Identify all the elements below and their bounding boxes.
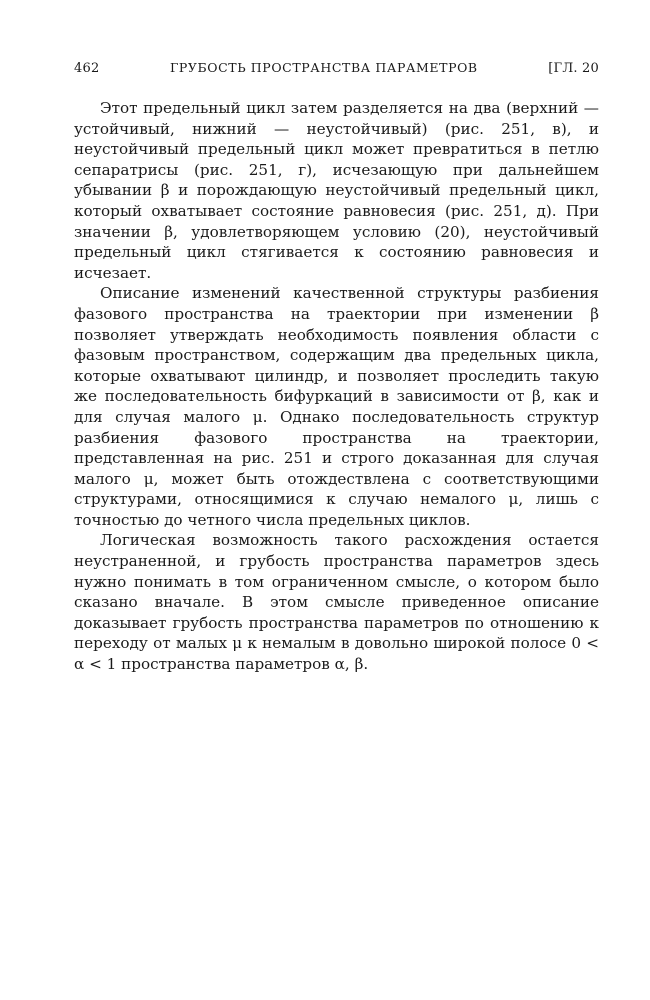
book-page (74, 60, 599, 675)
paragraph-2: Описание изменений качественной структуры разбиения фазового пространства на траектории при изменении β позволяет утверждать необходимость появления области с фазовым пространством, содержащим два предельных цикла, которые охватывают цилиндр, и позволяет проследить такую же последовательность бифуркаций в зависимости от β, как и для случая малого μ. Однако последовательность структур разбиения фазового пространства на траектории, представленная на рис. 251 и строго доказанная для случая малого μ, может быть отождествлена с соответствующими структурами, относящимися к случаю немалого μ, лишь с точностью до четного числа предельных циклов. (74, 284, 599, 529)
chapter-marker: [ГЛ. 20 (548, 61, 599, 76)
running-head (74, 60, 599, 76)
page-number: 462 (74, 61, 100, 76)
body-text (74, 98, 599, 675)
running-title: ГРУБОСТЬ ПРОСТРАНСТВА ПАРАМЕТРОВ (169, 60, 478, 75)
paragraph-1: Этот предельный цикл затем разделяется на два (верхний — устойчивый, нижний — неустойчивый) (рис. 251, в), и неустойчивый предельный цикл может превратиться в петлю сепаратрисы (рис. 251, г), исчезающую при дальнейшем убывании β и порождающую неустойчивый предельный цикл, который охватывает состояние равновесия (рис. 251, д). При значении β, удовлетворяющем условию (20), неустойчивый предельный цикл стягивается к состоянию равновесия и исчезает. (74, 99, 599, 282)
paragraph-3: Логическая возможность такого расхождения остается неустраненной, и грубость пространства параметров здесь нужно понимать в том ограниченном смысле, о котором было сказано вначале. В этом смысле приведенное описание доказывает грубость пространства параметров по отношению к переходу от малых μ к немалым в довольно широкой полосе 0 < α < 1 пространства параметров α, β. (74, 531, 599, 674)
